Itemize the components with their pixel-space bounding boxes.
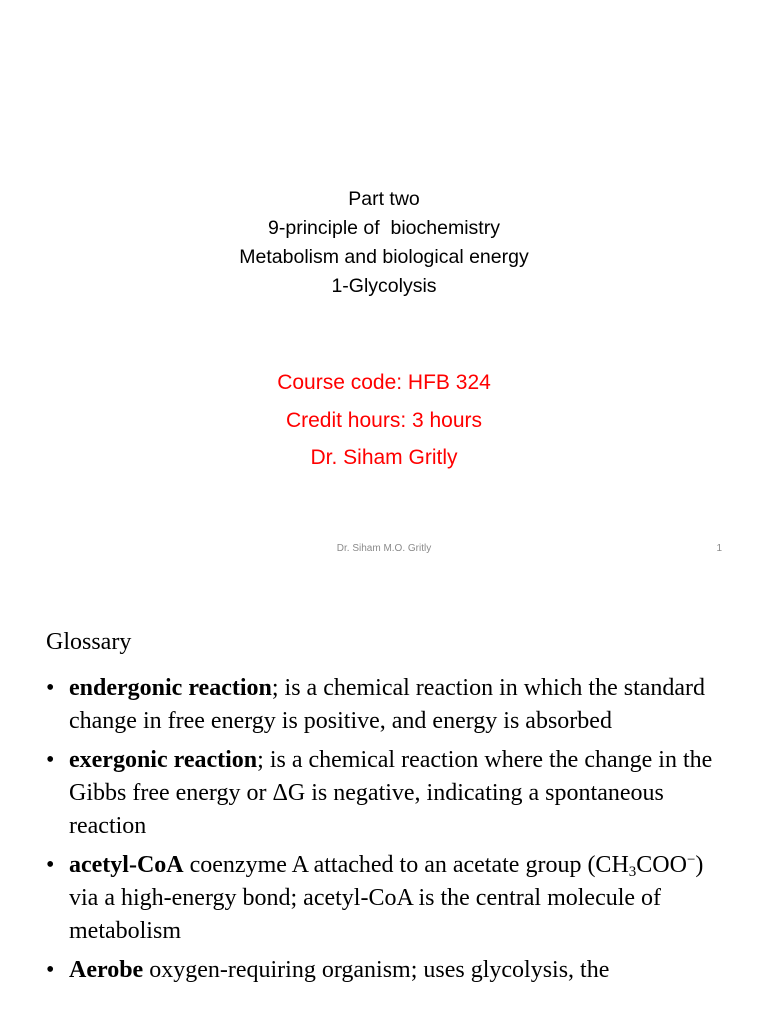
course-info [0,364,768,477]
title-line-3: Metabolism and biological energy [239,246,529,268]
slide-number: 1 [716,543,722,554]
title-line-4: 1-Glycolysis [331,275,437,297]
course-code: Course code: HFB 324 [277,371,491,394]
glossary-list [46,672,726,993]
glossary-term: acetyl-CoA [69,852,184,878]
glossary-definition: COO [636,852,687,878]
glossary-definition: ; is a chemical reaction where the change in the Gibbs free energy or ΔG is negative, indicating a spontaneous reaction [69,747,713,839]
bullet-dot-icon: • [46,957,55,983]
formula-subscript: 3 [628,864,637,880]
bullet-dot-icon: • [46,675,55,701]
slide-title [0,185,768,301]
slide-footer: Dr. Siham M.O. Gritly [336,543,432,554]
glossary-definition: ; is a chemical reaction in which the standard change in free energy is positive, and energy is absorbed [69,675,706,734]
glossary-term: endergonic reaction [69,675,272,701]
bullet-dot-icon: • [46,852,55,878]
credit-hours: Credit hours: 3 hours [285,408,483,432]
glossary-item-endergonic [46,672,726,738]
glossary-definition: coenzyme A attached to an acetate group (CH [183,852,629,878]
glossary-item-aerobe [46,954,726,987]
bullet-dot-icon: • [46,747,55,773]
title-line-2: 9-principle of biochemistry [268,217,500,239]
title-line-1: Part two [348,188,420,210]
glossary-term: Aerobe [69,957,144,983]
glossary-item-exergonic [46,744,726,843]
glossary-heading: Glossary [46,629,132,655]
glossary-slide [0,576,768,1024]
formula-superscript: − [686,852,696,868]
glossary-term: exergonic reaction [69,747,258,773]
instructor-name: Dr. Siham Gritly [310,446,458,469]
glossary-definition: ) via a high-energy bond; acetyl-CoA is the central molecule of metabolism [69,852,704,944]
glossary-item-acetyl-coa [46,849,726,948]
glossary-definition: oxygen-requiring organism; uses glycolysis, the [143,957,610,983]
